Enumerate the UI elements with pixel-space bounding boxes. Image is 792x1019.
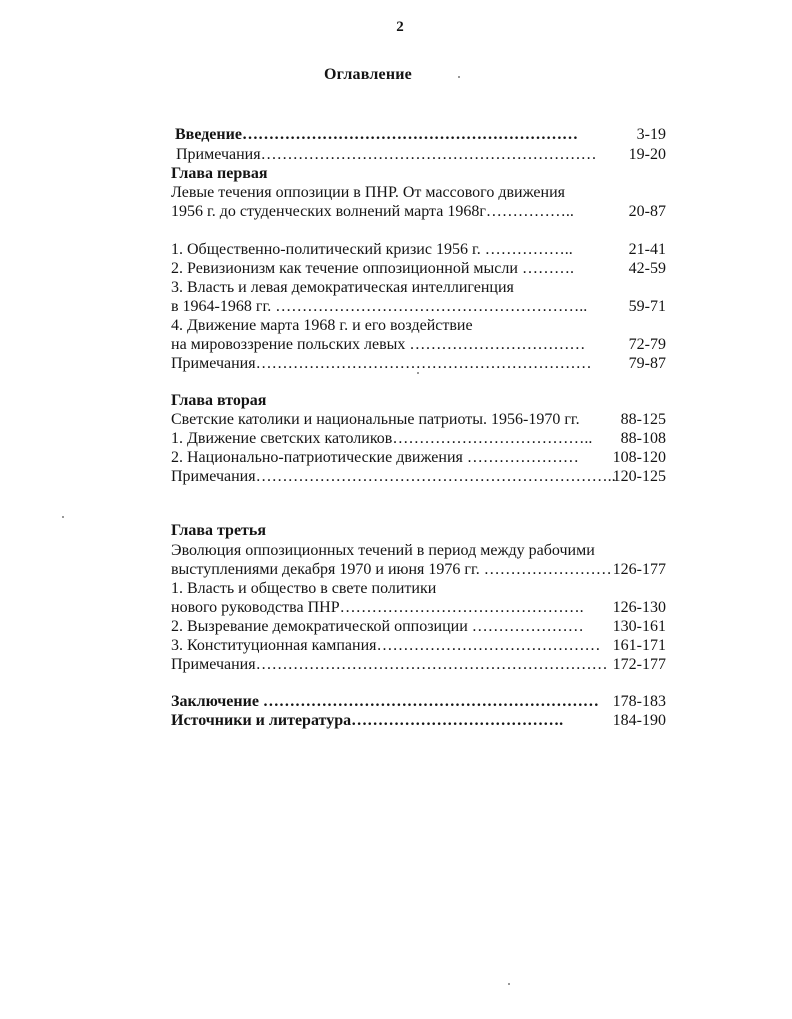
toc-page-chapter-2: 88-125 <box>620 411 666 428</box>
toc-entry-ch1-section-3-line-2: в 1964-1968 гг. ………………………………………………….. <box>171 298 588 315</box>
toc-entry-ch1-notes: Примечания……………………………………………………… <box>171 355 592 372</box>
toc-entry-conclusion: Заключение ……………………………………………………… <box>171 693 599 710</box>
toc-page-ch3-section-2: 130-161 <box>612 618 666 635</box>
toc-page-chapter-3: 126-177 <box>612 561 666 578</box>
toc-page-ch1-notes: 79-87 <box>628 355 666 372</box>
toc-entry-ch1-section-3-line-1: 3. Власть и левая демократическая интеллигенция <box>171 279 514 296</box>
toc-entry-ch3-section-2: 2. Вызревание демократической оппозиции ………………… <box>171 618 584 635</box>
toc-entry-intro: Введение……………………………………………………… <box>175 126 578 143</box>
toc-entry-ch3-section-1-line-1: 1. Власть и общество в свете политики <box>171 580 437 597</box>
scan-speck <box>417 372 419 374</box>
chapter-3-subtitle-line-1: Эволюция оппозиционных течений в период между рабочими <box>171 542 595 559</box>
chapter-3-title: Глава третья <box>171 522 267 539</box>
toc-page-ch2-notes: 120-125 <box>612 468 666 485</box>
toc-entry-ch1-section-1: 1. Общественно-политический кризис 1956 г. …………….. <box>171 241 573 258</box>
toc-entry-ch2-notes: Примечания………………………………………………………….. <box>171 468 616 485</box>
toc-page-ch1-section-4: 72-79 <box>628 336 666 353</box>
toc-entry-ch2-section-2: 2. Национально-патриотические движения ………………… <box>171 449 579 466</box>
toc-page-chapter-1: 20-87 <box>628 203 666 220</box>
toc-entry-intro-notes: Примечания……………………………………………………… <box>176 146 597 163</box>
toc-page-ch1-section-2: 42-59 <box>628 260 666 277</box>
scan-speck <box>458 76 460 78</box>
toc-page-ch1-section-3: 59-71 <box>628 298 666 315</box>
toc-entry-sources: Источники и литература…………………………………. <box>171 712 564 729</box>
toc-page-ch3-section-1: 126-130 <box>612 599 666 616</box>
chapter-1-subtitle-line-1: Левые течения оппозиции в ПНР. От массового движения <box>171 184 565 201</box>
toc-page-ch2-section-2: 108-120 <box>612 449 666 466</box>
toc-entry-ch1-section-2: 2. Ревизионизм как течение оппозиционной мысли ………. <box>171 260 574 277</box>
toc-page-ch2-section-1: 88-108 <box>620 430 666 447</box>
chapter-2-title: Глава вторая <box>171 392 267 409</box>
toc-entry-ch3-section-3: 3. Конституционная кампания…………………………………… <box>171 637 601 654</box>
scan-speck <box>508 983 510 985</box>
toc-heading: Оглавление <box>324 66 412 83</box>
toc-page-sources: 184-190 <box>612 712 666 729</box>
scan-speck <box>62 516 64 518</box>
chapter-2-subtitle: Светские католики и национальные патриоты. 1956-1970 гг. <box>171 411 580 428</box>
toc-entry-ch3-notes: Примечания………………………………………………………… <box>171 656 608 673</box>
toc-page-ch1-section-1: 21-41 <box>628 241 666 258</box>
toc-entry-ch2-section-1: 1. Движение светских католиков……………………………….. <box>171 430 593 447</box>
toc-page-ch3-notes: 172-177 <box>612 656 666 673</box>
toc-entry-ch3-section-1-line-2: нового руководства ПНР………………………………………. <box>171 599 584 616</box>
toc-page-intro-notes: 19-20 <box>628 146 666 163</box>
toc-page-conclusion: 178-183 <box>612 693 666 710</box>
page-number: 2 <box>396 19 404 35</box>
chapter-1-title: Глава первая <box>171 165 268 182</box>
toc-page-ch3-section-3: 161-171 <box>612 637 666 654</box>
toc-page-intro: 3-19 <box>636 126 666 143</box>
toc-entry-ch1-section-4-line-1: 4. Движение марта 1968 г. и его воздействие <box>171 317 473 334</box>
chapter-1-subtitle-line-2: 1956 г. до студенческих волнений марта 1968г…………….. <box>171 203 574 220</box>
chapter-3-subtitle-line-2: выступлениями декабря 1970 и июня 1976 гг. …………………… <box>171 561 612 578</box>
toc-entry-ch1-section-4-line-2: на мировоззрение польских левых …………………………… <box>171 336 586 353</box>
